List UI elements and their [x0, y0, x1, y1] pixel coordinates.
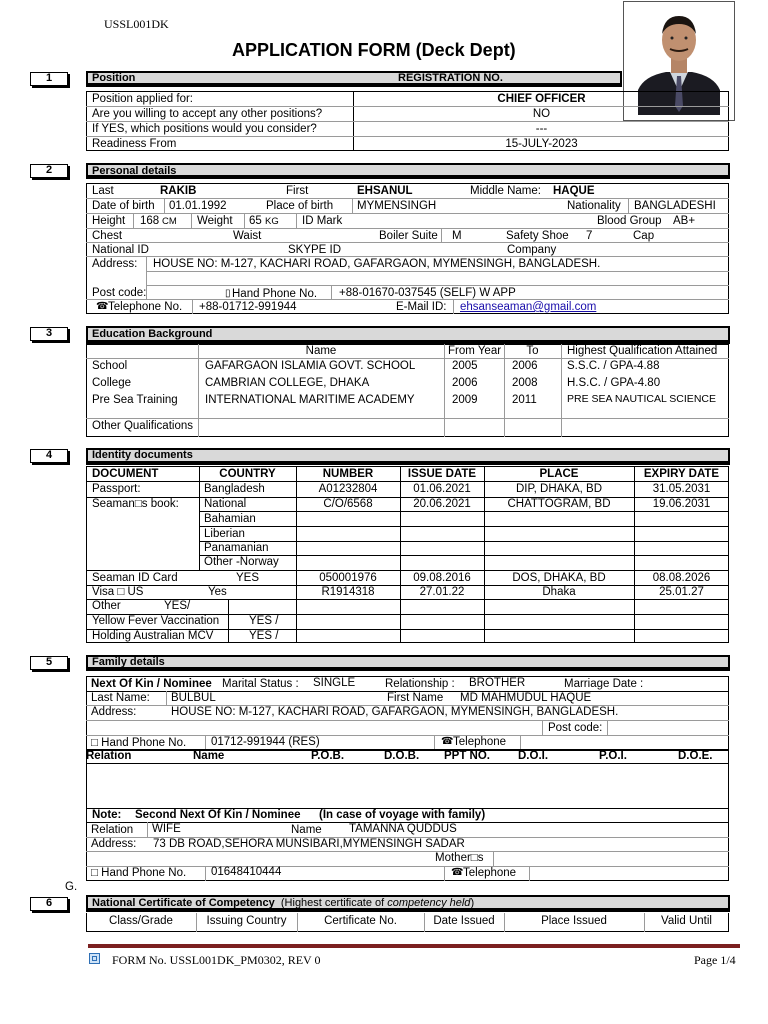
nok-first-name-value[interactable]: MD MAHMUDUL HAQUE [460, 692, 592, 704]
divider [199, 526, 729, 527]
other-doc-label: Other [92, 600, 121, 612]
coc-col-valid: Valid Until [661, 915, 712, 927]
section-number-5: 5 [30, 656, 68, 670]
passport-issue[interactable]: 01.06.2021 [413, 483, 471, 495]
edu-row-type: Pre Sea Training [92, 394, 178, 406]
coc-col-country: Issuing Country [206, 915, 287, 927]
section-number-6: 6 [30, 897, 68, 911]
tel2-label: Telephone [463, 867, 517, 879]
divider [86, 228, 729, 229]
seaman-id-place[interactable]: DOS, DHAKA, BD [512, 572, 606, 584]
edu-row-to[interactable]: 2006 [512, 360, 538, 372]
divider [166, 691, 167, 705]
divider [529, 866, 530, 881]
id-mark-label: ID Mark [302, 215, 343, 227]
section-title-personal: Personal details [92, 165, 177, 177]
divider [542, 720, 543, 735]
middle-name-label: Middle Name: [470, 185, 541, 197]
hand-phone-value[interactable]: +88-01670-037545 (SELF) W APP [339, 287, 516, 299]
last-name-label: Last [92, 185, 114, 197]
divider [453, 299, 454, 314]
divider [86, 481, 729, 482]
edu-row-from[interactable]: 2005 [452, 360, 478, 372]
address2-label: Address: [91, 838, 137, 850]
divider [86, 256, 729, 257]
note-paren: (In case of voyage with family) [319, 809, 486, 821]
divider [164, 198, 165, 213]
weight-unit: KG [265, 216, 279, 227]
marital-status-value[interactable]: SINGLE [313, 677, 356, 689]
seaman-id-country[interactable]: YES [235, 572, 259, 584]
yellow-fever-yes[interactable]: YES / [249, 615, 279, 627]
seaman-country[interactable]: National [204, 498, 247, 510]
passport-label: Passport: [92, 483, 141, 495]
divider [191, 213, 192, 228]
telephone-icon: ☎ [451, 867, 464, 878]
edu-row-name[interactable]: GAFARGAON ISLAMIA GOVT. SCHOOL [205, 360, 416, 372]
section-header-family [86, 655, 730, 671]
pob-value[interactable]: MYMENSINGH [357, 200, 437, 212]
section-number-2: 2 [30, 164, 68, 178]
visa-place[interactable]: Dhaka [542, 586, 576, 598]
visa-expiry[interactable]: 25.01.27 [659, 586, 704, 598]
form-code: USSL001DK [104, 17, 169, 31]
divider [434, 735, 435, 749]
passport-place[interactable]: DIP, DHAKA, BD [515, 483, 603, 495]
mother-label: Mother□s [435, 852, 484, 864]
relation2-value[interactable]: WIFE [152, 823, 181, 835]
footer-rule [88, 944, 740, 948]
seaman-number[interactable]: C/O/6568 [323, 498, 373, 510]
divider [352, 198, 353, 213]
which-positions-label: If YES, which positions would you consider? [92, 123, 317, 135]
section-title-identity: Identity documents [92, 449, 193, 461]
name2-label: Name [291, 824, 322, 836]
relation2-label: Relation [91, 824, 134, 836]
id-col-place: PLACE [539, 468, 579, 480]
seaman-country[interactable]: Other -Norway [204, 556, 279, 568]
divider [86, 763, 729, 764]
divider [331, 285, 332, 299]
seaman-place[interactable]: CHATTOGRAM, BD [507, 498, 611, 510]
blood-group-label: Blood Group [597, 215, 662, 227]
relationship-label: Relationship : [385, 678, 455, 690]
cap-label: Cap [633, 230, 655, 242]
footer-form-number: FORM No. USSL001DK_PM0302, REV 0 [112, 953, 321, 967]
page-number: Page 1/4 [694, 953, 736, 967]
divider [86, 570, 729, 571]
divider [628, 198, 629, 213]
col-dob: D.O.B. [384, 750, 420, 762]
divider [86, 136, 729, 137]
position-applied-value[interactable]: CHIEF OFFICER [497, 93, 586, 105]
seaman-id-label: Seaman ID Card [92, 572, 178, 584]
nok-post-code-label: Post code: [548, 722, 603, 734]
id-col-number: NUMBER [322, 468, 374, 480]
col-doe: D.O.E. [678, 750, 713, 762]
height-label: Height [92, 215, 126, 227]
divider [86, 851, 729, 852]
edu-row-from[interactable]: 2009 [452, 394, 478, 406]
waist-label: Waist [233, 230, 262, 242]
id-col-expiry: EXPIRY DATE [643, 468, 720, 480]
chest-label: Chest [92, 230, 123, 242]
seaman-id-number[interactable]: 050001976 [319, 572, 377, 584]
seaman-expiry[interactable]: 19.06.2031 [652, 498, 711, 510]
coc-col-place: Place Issued [541, 915, 607, 927]
col-ppt: PPT NO. [444, 750, 491, 762]
mcv-label: Holding Australian MCV [92, 630, 214, 642]
divider [86, 585, 729, 586]
last-name-value[interactable]: RAKIB [160, 185, 197, 197]
edu-row-qual[interactable]: S.S.C. / GPA-4.88 [567, 360, 660, 372]
col-name: Name [193, 750, 225, 762]
national-id-label: National ID [92, 244, 149, 256]
address-label: Address: [92, 258, 138, 270]
seaman-country[interactable]: Panamanian [204, 542, 269, 554]
relationship-value[interactable]: BROTHER [469, 677, 526, 689]
seaman-country[interactable]: Bahamian [204, 513, 256, 525]
section-title-education: Education Background [92, 328, 213, 340]
seaman-id-issue[interactable]: 09.08.2016 [413, 572, 471, 584]
divider [86, 497, 729, 498]
edu-row-name[interactable]: CAMBRIAN COLLEGE, DHAKA [205, 377, 370, 389]
safety-shoe-value[interactable]: 7 [586, 230, 593, 242]
passport-country[interactable]: Bangladesh [204, 483, 265, 495]
visa-label: Visa □ US [92, 586, 144, 598]
edu-col-to: To [526, 345, 539, 357]
address2-value[interactable]: 73 DB ROAD,SEHORA MUNSIBARI,MYMENSINGH SADAR [153, 838, 465, 850]
yellow-fever-label: Yellow Fever Vaccination [92, 615, 220, 627]
coc-col-class: Class/Grade [109, 915, 173, 927]
boiler-suite-label: Boiler Suite [379, 230, 438, 242]
nok-hand-phone-label: □ Hand Phone No. [91, 737, 187, 749]
other-doc-yes[interactable]: YES/ [164, 600, 191, 612]
skype-label: SKYPE ID [288, 244, 342, 256]
divider [86, 106, 729, 107]
mcv-yes[interactable]: YES / [249, 630, 279, 642]
boiler-suite-value[interactable]: M [452, 230, 462, 242]
safety-shoe-label: Safety Shoe [506, 230, 569, 242]
divider [296, 213, 297, 228]
dob-label: Date of birth [92, 200, 155, 212]
phone-icon: ▯ [225, 288, 231, 299]
seaman-issue[interactable]: 20.06.2021 [413, 498, 471, 510]
note-label: Note: [92, 809, 122, 821]
blood-group-value[interactable]: AB+ [673, 215, 696, 227]
nok-last-name-label: Last Name: [91, 692, 150, 704]
nok-label: Next Of Kin / Nominee [91, 678, 212, 690]
coc-col-date: Date Issued [433, 915, 495, 927]
page-title: APPLICATION FORM (Deck Dept) [232, 40, 516, 60]
divider [520, 735, 521, 749]
divider [493, 851, 494, 866]
edu-col-from: From Year [448, 345, 502, 357]
middle-name-value[interactable]: HAQUE [553, 185, 595, 197]
divider [244, 213, 245, 228]
divider [228, 599, 229, 643]
divider [133, 213, 134, 228]
hand-phone-label: Hand Phone No. [232, 288, 318, 300]
edu-row-to[interactable]: 2011 [512, 394, 537, 406]
readiness-label: Readiness From [92, 138, 177, 150]
divider [441, 228, 442, 242]
telephone-icon: ☎ [441, 736, 454, 747]
visa-issue[interactable]: 27.01.22 [419, 586, 465, 598]
edu-row-name[interactable]: INTERNATIONAL MARITIME ACADEMY [205, 394, 415, 406]
address-value[interactable]: HOUSE NO: M-127, KACHARI ROAD, GAFARGAON, MYMENSINGH, BANGLADESH. [153, 258, 601, 270]
id-col-issue: ISSUE DATE [407, 468, 477, 480]
section-title-coc: National Certificate of Competency (Highest certificate of competency held) [92, 897, 475, 909]
nok-hand-phone-value[interactable]: 01712-991944 (RES) [211, 736, 320, 748]
dob-value[interactable]: 01.01.1992 [169, 200, 227, 212]
email-label: E-Mail ID: [396, 301, 447, 313]
weight-value[interactable]: 65 [249, 215, 262, 227]
note-text: Second Next Of Kin / Nominee [135, 809, 301, 821]
marriage-date-label: Marriage Date : [564, 678, 644, 690]
divider [199, 511, 729, 512]
divider [86, 198, 729, 199]
coc-col-certificate: Certificate No. [324, 915, 397, 927]
post-code-label: Post code: [92, 287, 147, 299]
divider [444, 866, 445, 881]
col-poi: P.O.I. [599, 750, 627, 762]
divider [86, 418, 729, 419]
col-doi: D.O.I. [518, 750, 549, 762]
first-name-label: First [286, 185, 309, 197]
marital-status-label: Marital Status : [222, 678, 299, 690]
edu-row-qual[interactable]: H.S.C. / GPA-4.80 [567, 377, 661, 389]
edu-row-qual[interactable]: PRE SEA NAUTICAL SCIENCE [567, 393, 716, 405]
divider [86, 213, 729, 214]
id-col-document: DOCUMENT [92, 468, 159, 480]
nok-last-name-value[interactable]: BULBUL [171, 692, 216, 704]
col-relation: Relation [86, 750, 132, 762]
col-pob: P.O.B. [311, 750, 345, 762]
visa-number[interactable]: R1914318 [321, 586, 375, 598]
nok-first-name-label: First Name [387, 692, 444, 704]
section-number-3: 3 [30, 327, 68, 341]
nationality-label: Nationality [567, 200, 621, 212]
position-applied-label: Position applied for: [92, 93, 194, 105]
seaman-book-label: Seaman□s book: [92, 498, 179, 510]
divider [205, 866, 206, 881]
nationality-value[interactable]: BANGLADESHI [634, 200, 716, 212]
registration-label: REGISTRATION NO. [398, 72, 503, 84]
which-positions-value[interactable]: --- [535, 123, 548, 135]
divider [86, 735, 729, 736]
section-header-personal [86, 163, 730, 179]
section-number-1: 1 [30, 72, 68, 86]
email-link[interactable]: ehsanseaman@gmail.com [460, 301, 597, 313]
telephone-value[interactable]: +88-01712-991944 [199, 301, 297, 313]
passport-number[interactable]: A01232804 [318, 483, 378, 495]
divider [86, 121, 729, 122]
edu-row-to[interactable]: 2008 [512, 377, 538, 389]
edu-col-highest: Highest Qualification Attained [567, 345, 718, 357]
name2-value[interactable]: TAMANNA QUDDUS [349, 823, 457, 835]
telephone-label: Telephone No. [108, 301, 183, 313]
nok-telephone-label: Telephone [453, 736, 507, 748]
section-title-position: Position [92, 72, 136, 84]
edu-col-name: Name [305, 345, 337, 357]
divider [607, 720, 608, 735]
divider [146, 271, 729, 272]
divider [147, 822, 148, 837]
id-col-country: COUNTRY [219, 468, 276, 480]
hand2-label: □ Hand Phone No. [91, 867, 187, 879]
passport-expiry[interactable]: 31.05.2031 [652, 483, 711, 495]
section-number-4: 4 [30, 449, 68, 463]
document-icon [89, 953, 100, 964]
divider [205, 735, 206, 749]
nok-address-value[interactable]: HOUSE NO: M-127, KACHARI ROAD, GAFARGAON, MYMENSINGH, BANGLADESH. [171, 706, 619, 718]
divider [199, 541, 729, 542]
other-positions-value[interactable]: NO [532, 108, 551, 120]
edu-row-from[interactable]: 2006 [452, 377, 478, 389]
section-header-position [86, 71, 622, 87]
section-title-family: Family details [92, 656, 165, 668]
height-value[interactable]: 168 [140, 215, 160, 227]
edu-row-type: College [92, 377, 131, 389]
g-label: G. [65, 881, 78, 893]
weight-label: Weight [197, 215, 233, 227]
hand2-value[interactable]: 01648410444 [211, 866, 282, 878]
divider [86, 358, 729, 359]
divider [86, 720, 729, 721]
company-label: Company [507, 244, 557, 256]
readiness-value[interactable]: 15-JULY-2023 [505, 138, 578, 150]
seaman-country[interactable]: Liberian [204, 528, 245, 540]
edu-row-type: School [92, 360, 128, 372]
visa-country[interactable]: Yes [208, 586, 227, 598]
seaman-id-expiry[interactable]: 08.08.2026 [652, 572, 711, 584]
edu-row-type: Other Qualifications [92, 420, 193, 432]
telephone-icon: ☎ [96, 301, 109, 312]
height-unit: CM [162, 216, 177, 227]
pob-label: Place of birth [266, 200, 334, 212]
divider [192, 299, 193, 314]
first-name-value[interactable]: EHSANUL [357, 185, 413, 197]
other-positions-label: Are you willing to accept any other positions? [92, 108, 323, 120]
divider [146, 285, 729, 286]
nok-address-label: Address: [91, 706, 137, 718]
